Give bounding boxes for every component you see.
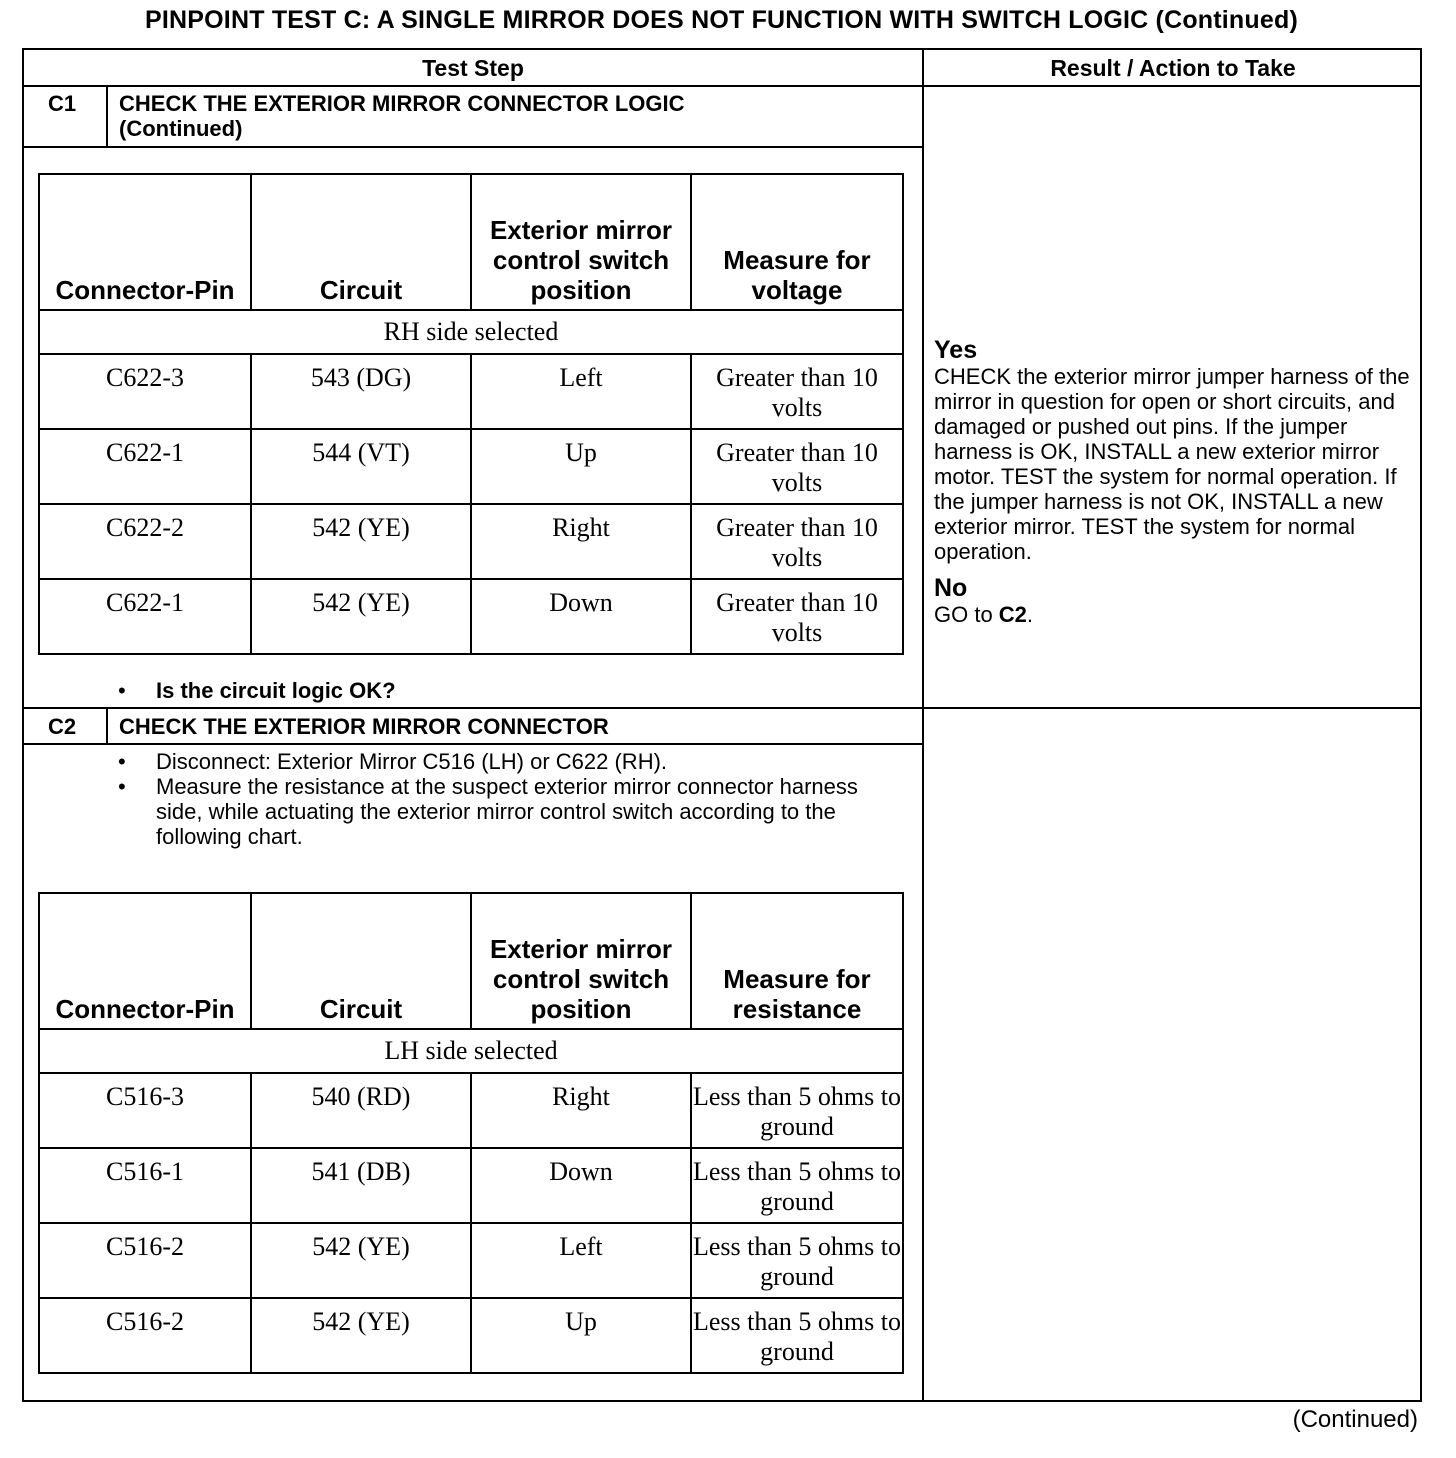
c1-voltage-table xyxy=(38,173,904,655)
cell-measure: Less than 5 ohms to ground xyxy=(691,1223,903,1298)
column-header-circuit: Circuit xyxy=(251,174,471,310)
cell-pin: C516-3 xyxy=(39,1073,251,1148)
header-test-step: Test Step xyxy=(422,55,524,81)
c2-num-divider xyxy=(106,708,108,744)
column-header-connector-pin: Connector-Pin xyxy=(39,174,251,310)
cell-pin: C516-2 xyxy=(39,1298,251,1373)
step-title-c1-line2: (Continued) xyxy=(119,116,243,141)
no-action-prefix: GO to xyxy=(934,602,999,627)
bullet-icon: • xyxy=(118,749,126,774)
column-header-switch-position: Exterior mirror control switch position xyxy=(471,893,691,1029)
table-section-row xyxy=(39,310,903,354)
cell-measure: Less than 5 ohms to ground xyxy=(691,1073,903,1148)
column-divider xyxy=(922,50,924,1400)
step-number-c2: C2 xyxy=(48,714,77,739)
step-title-c1-line1: CHECK THE EXTERIOR MIRROR CONNECTOR LOGIC xyxy=(119,91,685,116)
table-header-row xyxy=(39,893,903,1029)
cell-position: Right xyxy=(471,1073,691,1148)
cell-pin: C516-1 xyxy=(39,1148,251,1223)
table-row xyxy=(39,504,903,579)
step-title-c1 xyxy=(119,91,685,141)
cell-position: Left xyxy=(471,1223,691,1298)
c2-bullet-1-text: Disconnect: Exterior Mirror C516 (LH) or C622 (RH). xyxy=(156,749,668,774)
cell-circuit: 542 (YE) xyxy=(251,504,471,579)
c1-title-divider xyxy=(24,146,922,148)
table-section-row xyxy=(39,1029,903,1073)
cell-circuit: 544 (VT) xyxy=(251,429,471,504)
cell-measure: Less than 5 ohms to ground xyxy=(691,1148,903,1223)
no-action-target: C2 xyxy=(998,602,1027,627)
step-title-c2: CHECK THE EXTERIOR MIRROR CONNECTOR xyxy=(119,714,609,739)
bullet-icon: • xyxy=(118,774,126,799)
cell-measure: Less than 5 ohms to ground xyxy=(691,1298,903,1373)
table-row xyxy=(39,579,903,654)
cell-circuit: 542 (YE) xyxy=(251,1223,471,1298)
cell-pin: C622-1 xyxy=(39,579,251,654)
cell-position: Up xyxy=(471,1298,691,1373)
cell-position: Down xyxy=(471,1148,691,1223)
table-row xyxy=(39,429,903,504)
column-header-measure: Measure for voltage xyxy=(691,174,903,310)
c1-question-text: Is the circuit logic OK? xyxy=(156,678,396,703)
c2-bullet-2-text: Measure the resistance at the suspect exterior mirror connector harness side, while actuating the exterior mirror control switch according to the following chart. xyxy=(156,774,858,849)
c2-title-divider xyxy=(24,743,922,745)
column-header-switch-position: Exterior mirror control switch position xyxy=(471,174,691,310)
step-number-c1: C1 xyxy=(48,91,77,116)
cell-measure: Greater than 10 volts xyxy=(691,429,903,504)
table-row xyxy=(39,1148,903,1223)
table-row xyxy=(39,1298,903,1373)
continued-footer: (Continued) xyxy=(1292,1406,1418,1433)
step-divider xyxy=(24,707,1420,709)
table-row xyxy=(39,354,903,429)
cell-position: Left xyxy=(471,354,691,429)
cell-position: Up xyxy=(471,429,691,504)
bullet-icon: • xyxy=(118,678,126,703)
section-label: RH side selected xyxy=(39,310,903,354)
cell-pin: C516-2 xyxy=(39,1223,251,1298)
table-header-row xyxy=(39,174,903,310)
column-header-circuit: Circuit xyxy=(251,893,471,1029)
no-action xyxy=(934,602,1422,627)
table-row xyxy=(39,1223,903,1298)
header-result-action: Result / Action to Take xyxy=(1050,55,1296,81)
cell-measure: Greater than 10 volts xyxy=(691,504,903,579)
c2-resistance-table xyxy=(38,892,904,1374)
cell-circuit: 543 (DG) xyxy=(251,354,471,429)
c1-result-action xyxy=(934,336,1422,627)
cell-measure: Greater than 10 volts xyxy=(691,354,903,429)
column-header-measure: Measure for resistance xyxy=(691,893,903,1029)
yes-action-text: CHECK the exterior mirror jumper harness of the mirror in question for open or short circuits, and damaged or pushed out pins. If the jumper harness is OK, INSTALL a new exterior mirror motor. TEST the system for normal operation. If the jumper harness is not OK, INSTALL a new exterior mirror. TEST the system for normal operation. xyxy=(934,364,1410,564)
cell-pin: C622-1 xyxy=(39,429,251,504)
no-action-suffix: . xyxy=(1026,602,1034,627)
c2-bullet-2 xyxy=(118,774,896,849)
c1-num-divider xyxy=(106,86,108,147)
cell-pin: C622-2 xyxy=(39,504,251,579)
cell-circuit: 541 (DB) xyxy=(251,1148,471,1223)
section-label: LH side selected xyxy=(39,1029,903,1073)
cell-pin: C622-3 xyxy=(39,354,251,429)
cell-measure: Greater than 10 volts xyxy=(691,579,903,654)
yes-label: Yes xyxy=(934,336,978,364)
cell-circuit: 542 (YE) xyxy=(251,579,471,654)
header-divider xyxy=(24,85,1420,87)
c2-bullet-1 xyxy=(118,749,896,774)
cell-circuit: 540 (RD) xyxy=(251,1073,471,1148)
column-header-connector-pin: Connector-Pin xyxy=(39,893,251,1029)
cell-circuit: 542 (YE) xyxy=(251,1298,471,1373)
cell-position: Down xyxy=(471,579,691,654)
cell-position: Right xyxy=(471,504,691,579)
no-label: No xyxy=(934,574,968,602)
c1-question xyxy=(118,678,396,703)
table-row xyxy=(39,1073,903,1148)
page-title: PINPOINT TEST C: A SINGLE MIRROR DOES NOT FUNCTION WITH SWITCH LOGIC (Continued) xyxy=(145,6,1298,34)
